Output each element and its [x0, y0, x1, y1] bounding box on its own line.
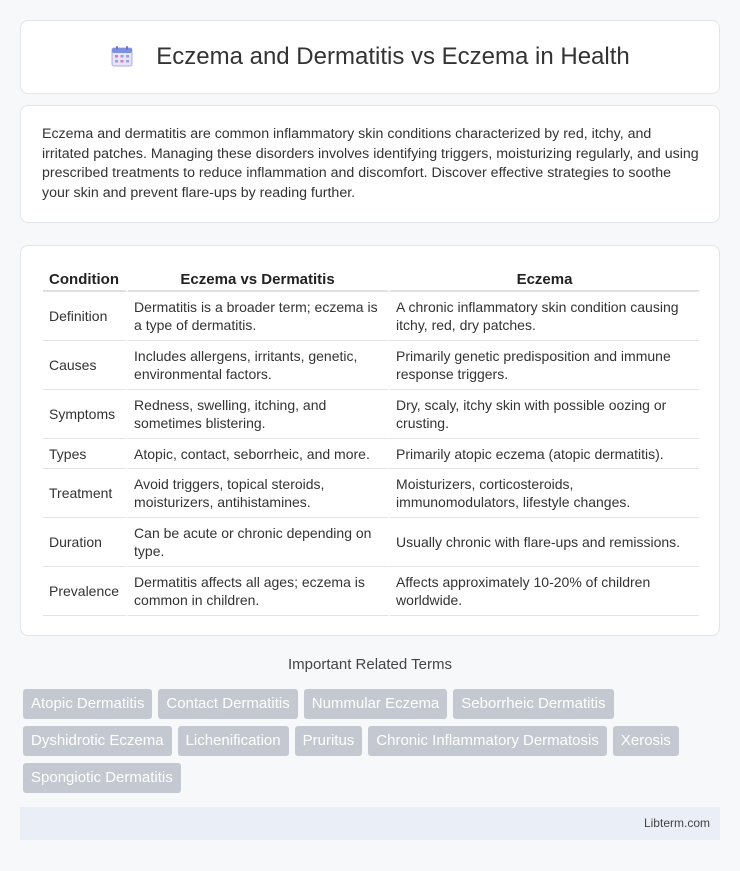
related-term-tag[interactable]: Contact Dermatitis	[158, 689, 297, 719]
table-cell: Atopic, contact, seborrheic, and more.	[128, 439, 390, 469]
related-term-tag[interactable]: Lichenification	[178, 726, 289, 756]
table-cell: Dermatitis affects all ages; eczema is common in children.	[128, 567, 390, 616]
table-row	[43, 469, 699, 518]
table-cell: Avoid triggers, topical steroids, moisturizers, antihistamines.	[128, 469, 390, 518]
table-cell: Usually chronic with flare-ups and remissions.	[390, 518, 699, 567]
table-cell: Definition	[43, 292, 128, 341]
comparison-table-card	[20, 245, 720, 636]
table-cell: Dry, scaly, itchy skin with possible oozing or crusting.	[390, 390, 699, 439]
header-condition: Condition	[43, 266, 128, 292]
related-terms-list	[23, 689, 723, 793]
related-term-tag[interactable]: Atopic Dermatitis	[23, 689, 152, 719]
table-cell: Causes	[43, 341, 128, 390]
table-cell: Redness, swelling, itching, and sometimes blistering.	[128, 390, 390, 439]
table-cell: Primarily genetic predisposition and immune response triggers.	[390, 341, 699, 390]
table-cell: Treatment	[43, 469, 128, 518]
table-cell: Moisturizers, corticosteroids, immunomodulators, lifestyle changes.	[390, 469, 699, 518]
calendar-icon	[110, 44, 134, 68]
table-cell: Affects approximately 10-20% of children worldwide.	[390, 567, 699, 616]
footer-site-link[interactable]: Libterm.com	[643, 816, 710, 830]
table-cell: Includes allergens, irritants, genetic, environmental factors.	[128, 341, 390, 390]
related-term-tag[interactable]: Chronic Inflammatory Dermatosis	[368, 726, 607, 756]
table-row	[43, 518, 699, 567]
table-cell: Primarily atopic eczema (atopic dermatitis).	[390, 439, 699, 469]
table-cell: Types	[43, 439, 128, 469]
related-term-tag[interactable]: Pruritus	[295, 726, 363, 756]
header-eczema: Eczema	[390, 266, 699, 292]
comparison-table	[43, 266, 699, 616]
table-cell: Duration	[43, 518, 128, 567]
related-term-tag[interactable]: Xerosis	[613, 726, 679, 756]
table-row	[43, 439, 699, 469]
intro-card	[20, 105, 720, 223]
table-cell: Dermatitis is a broader term; eczema is a type of dermatitis.	[128, 292, 390, 341]
table-cell: Symptoms	[43, 390, 128, 439]
table-row	[43, 567, 699, 616]
page-title: Eczema and Dermatitis vs Eczema in Health	[156, 43, 630, 70]
related-terms-title: Important Related Terms	[288, 656, 452, 673]
header-eczema-vs-dermatitis: Eczema vs Dermatitis	[128, 266, 390, 292]
table-cell: Can be acute or chronic depending on type.	[128, 518, 390, 567]
related-term-tag[interactable]: Dyshidrotic Eczema	[23, 726, 172, 756]
intro-text: Eczema and dermatitis are common inflammatory skin conditions characterized by red, itchy, and irritated patches. Managing these disorders involves identifying triggers, moisturizing regularly, and using prescribed treatments to reduce inflammation and discomfort. Discover effective strategies to soothe your skin and prevent flare-ups by reading further.	[42, 126, 699, 201]
table-header-row	[43, 266, 699, 292]
table-row	[43, 292, 699, 341]
table-row	[43, 390, 699, 439]
table-row	[43, 341, 699, 390]
related-term-tag[interactable]: Spongiotic Dermatitis	[23, 763, 181, 793]
footer	[20, 807, 720, 840]
related-term-tag[interactable]: Nummular Eczema	[304, 689, 448, 719]
title-card	[20, 20, 720, 94]
related-term-tag[interactable]: Seborrheic Dermatitis	[453, 689, 613, 719]
table-cell: A chronic inflammatory skin condition causing itchy, red, dry patches.	[390, 292, 699, 341]
table-cell: Prevalence	[43, 567, 128, 616]
